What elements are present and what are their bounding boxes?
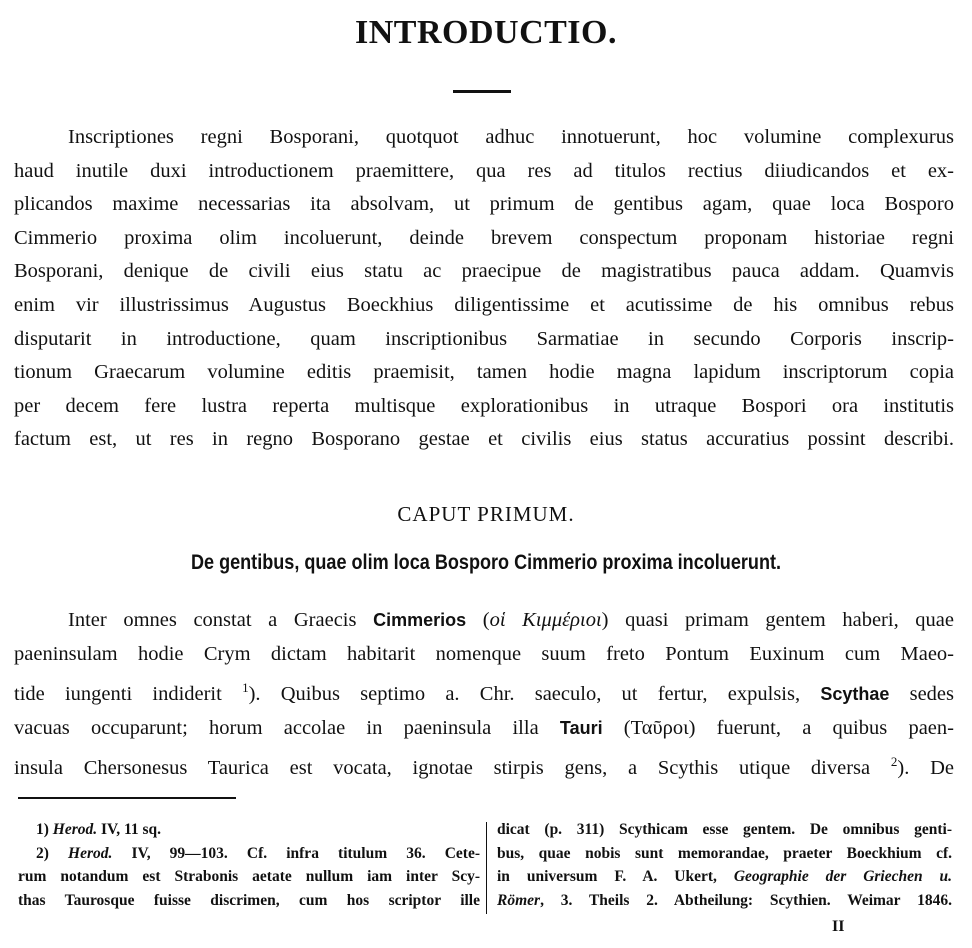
intro-line: Bosporani, denique de civili eius statu ac praecipue de magistratibus pauca addam. Quamvis xyxy=(14,260,954,283)
bold-term: Scythae xyxy=(820,684,890,705)
intro-line: per decem fere lustra reperta multisque explorationibus in utraque Bospori ora institutis xyxy=(14,394,954,417)
footnote-line: dicat (p. 311) Scythicam esse gentem. De omnibus genti- xyxy=(497,821,952,838)
chapter-subtitle: De gentibus, quae olim loca Bosporo Cimmerio proxima incoluerunt. xyxy=(190,551,782,574)
text-run: (Ταῦροι) fuerunt, a quibus paen- xyxy=(602,716,954,739)
italic-term: Herod. xyxy=(52,821,98,838)
footnote-line: thas Taurosque fuisse discrimen, cum hos scriptor ille xyxy=(18,891,480,909)
intro-line: tionum Graecarum volumine editis praemisit, tamen hodie magna lapidum inscriptorum copia xyxy=(14,361,954,384)
text-run: Inter omnes constat a Graecis xyxy=(68,609,374,631)
body-line xyxy=(14,745,954,785)
page-number: II xyxy=(832,918,845,935)
bold-term: Cimmerios xyxy=(373,610,467,630)
text-run: IV, 99—103. Cf. infra titulum 36. Cete- xyxy=(112,844,480,862)
footnotes-left-column xyxy=(18,818,480,912)
text-run: ) quasi primam gentem haberi, quae xyxy=(601,609,955,631)
intro-line: haud inutile duxi introductionem praemittere, qua res ad titulos rectius diiudicandos et ex- xyxy=(14,159,954,182)
body-line: paeninsulam hodie Crym dictam habitarit nomenque suum freto Pontum Euxinum cum Maeo- xyxy=(14,642,954,665)
footnote-line xyxy=(497,865,952,889)
text-run: IV, 11 sq. xyxy=(97,821,162,838)
footnote-line: bus, quae nobis sunt memorandae, praeter Boeckhium cf. xyxy=(497,844,952,862)
bold-term: Tauri xyxy=(559,717,603,738)
text-run: ( xyxy=(466,609,490,631)
intro-line: Cimmerio proxima olim incoluerunt, deinde brevem conspectum proponam historiae regni xyxy=(14,226,954,249)
footnote-rule xyxy=(18,797,236,799)
text-run: , 3. Theils 2. Abtheilung: Scythien. Weimar 1846. xyxy=(540,891,952,909)
text-run: sedes xyxy=(889,683,955,706)
text-run: tide iungenti indiderit xyxy=(14,683,243,706)
title-rule xyxy=(453,90,511,93)
intro-line: factum est, ut res in regno Bosporano gestae et civilis eius status accuratius possint describi. xyxy=(14,428,954,451)
body-line xyxy=(14,712,954,746)
text-run: 1) xyxy=(36,821,53,838)
intro-line: disputarit in introductione, quam inscriptionibus Sarmatiae in secundo Corporis inscrip- xyxy=(14,327,954,350)
body-line xyxy=(14,671,954,711)
footnote-line xyxy=(18,818,480,842)
intro-line: enim vir illustrissimus Augustus Boeckhius diligentissime et acutissime de his omnibus rebus xyxy=(14,293,954,316)
footnote-ref: 1 xyxy=(242,680,249,696)
text-run: ). De xyxy=(897,757,954,780)
greek-term: οἱ Κιμμέριοι xyxy=(489,609,602,631)
text-run: in universum F. A. Ukert, xyxy=(497,868,734,885)
italic-term: Herod. xyxy=(68,844,113,862)
footnotes-right-column xyxy=(497,818,952,912)
text-run: 2) xyxy=(36,844,69,862)
footnote-column-divider xyxy=(486,822,487,914)
italic-term: Geographie der Griechen u. xyxy=(733,868,952,885)
italic-term: Römer xyxy=(497,891,541,909)
footnote-line: rum notandum est Strabonis aetate nullum iam inter Scy- xyxy=(18,868,480,885)
intro-paragraph xyxy=(14,121,954,457)
intro-line: Inscriptiones regni Bosporani, quotquot adhuc innotuerunt, hoc volumine complexurus xyxy=(68,126,954,148)
page-title: INTRODUCTIO. xyxy=(355,14,617,51)
chapter-heading: CAPUT PRIMUM. xyxy=(397,502,575,526)
footnote-line xyxy=(497,889,952,913)
intro-line: plicandos maxime necessarias ita absolvam, ut primum de gentibus agam, quae loca Bosporo xyxy=(14,193,954,216)
footnote-line xyxy=(18,842,480,866)
text-run: ). Quibus septimo a. Chr. saeculo, ut fertur, expulsis, xyxy=(248,683,821,706)
body-line xyxy=(14,604,954,638)
footnote-ref: 2 xyxy=(890,754,898,770)
text-run: insula Chersonesus Taurica est vocata, ignotae stirpis gens, a Scythis utique diversa xyxy=(14,757,891,780)
text-run: vacuas occuparunt; horum accolae in paeninsula illa xyxy=(14,716,560,739)
body-paragraph xyxy=(14,604,954,786)
